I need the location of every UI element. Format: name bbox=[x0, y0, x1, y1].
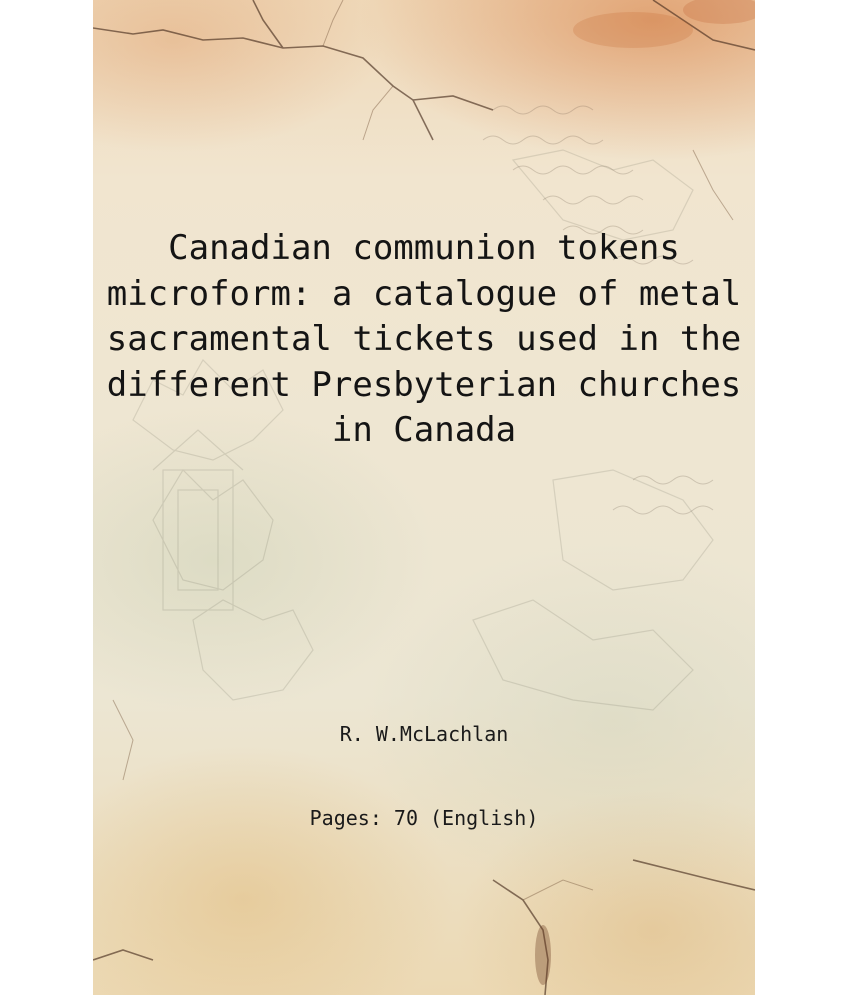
cover-background-illustration bbox=[93, 0, 755, 995]
book-cover bbox=[93, 0, 755, 995]
book-author: R. W.McLachlan bbox=[339, 722, 509, 746]
book-title: Canadian communion tokens microform: a catalogue of metal sacramental tickets used in the different Presbyterian churches in Canada bbox=[106, 228, 742, 450]
page-count-info: Pages: 70 (English) bbox=[309, 806, 539, 830]
